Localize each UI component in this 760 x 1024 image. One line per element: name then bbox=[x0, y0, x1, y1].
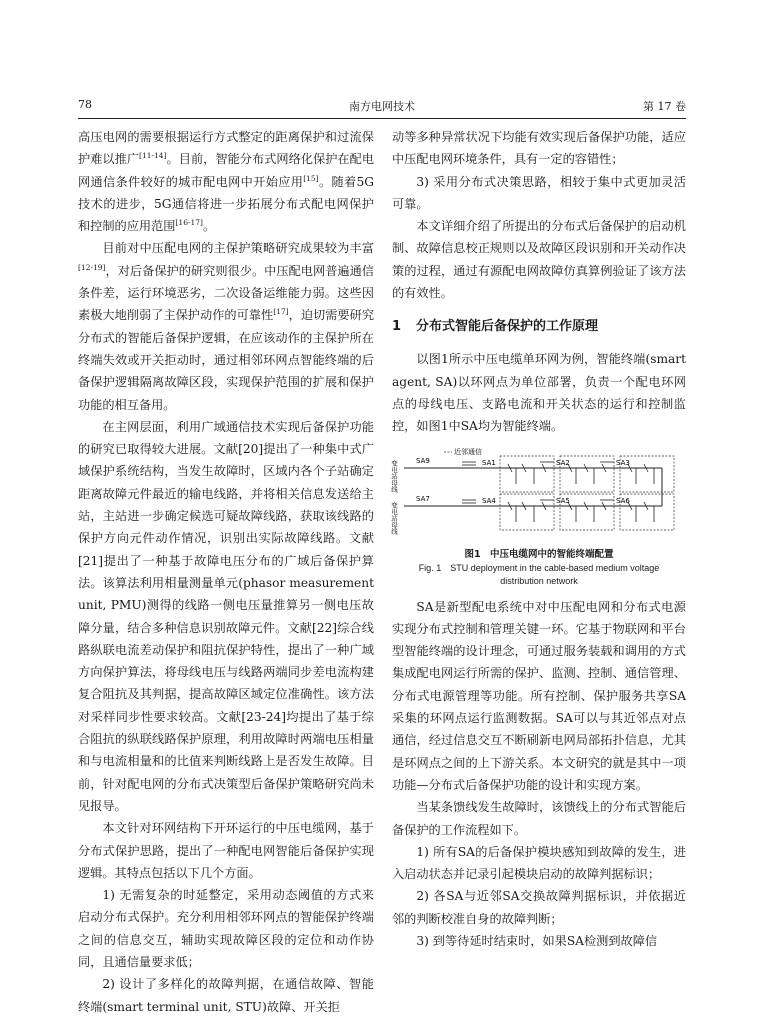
ring-node-box bbox=[500, 494, 554, 530]
right-column bbox=[392, 126, 686, 956]
agent-label: SA1 bbox=[482, 458, 496, 467]
paragraph bbox=[78, 126, 374, 237]
figure-caption-en-line: distribution network bbox=[500, 575, 578, 586]
list-item: 2) 设计了多样化的故障判据，在通信故障、智能终端(smart terminal unit, STU)故障、开关拒 bbox=[78, 977, 374, 1014]
citation: [12-19] bbox=[78, 262, 106, 272]
paragraph bbox=[78, 237, 374, 415]
network-diagram bbox=[392, 444, 686, 544]
citation: [11-14] bbox=[139, 151, 167, 161]
list-item: 3) 到等待延时结束时，如果SA检测到故障信 bbox=[416, 934, 658, 949]
paragraph: 本文详细介绍了所提出的分布式后备保护的启动机制、故障信息校正规则以及故障区段识别和开关动作决策的过程，通过有源配电网故障仿真算例验证了该方法的有效性。 bbox=[392, 219, 686, 301]
paragraph: SA是新型配电系统中对中压配电网和分布式电源实现分布式控制和管理关键一环。它基于物联网和平台型智能终端的设计理念，可通过服务装载和调用的方式集成配电网运行所需的保护、监测、控制、通信管理、分布式电源管理等功能。所有控制、保护服务共享SA采集的环网点运行监测数据。SA可以与其近邻点对点通信，经过信息交互不断刷新电网局部拓扑信息，尤其是环网点之间的上下游关系。本文研究的就是其中一项功能—分布式后备保护功能的设计和实现方案。 bbox=[392, 599, 686, 792]
page-header bbox=[78, 96, 686, 119]
figure-caption-en bbox=[392, 562, 686, 588]
substation-label-bottom: 变电站母线 bbox=[390, 501, 398, 535]
text-run: ，迫切需要研究分布式的智能后备保护逻辑，在应该动作的主保护所在终端失效或开关拒动时，通过相邻环网点智能终端的后备保护逻辑隔离故障区段，实现保护范围的扩展和保护功能的相互备用。 bbox=[78, 308, 375, 412]
switches bbox=[508, 464, 654, 522]
agent-label: SA5 bbox=[556, 496, 570, 505]
section-number: 1 bbox=[392, 319, 402, 335]
legend-text: 近邻通信 bbox=[454, 447, 482, 456]
paragraph: 以图1所示中压电缆单环网为例，智能终端(smart agent, SA)以环网点为单位部署，负责一个配电环网点的母线电压、支路电流和开关状态的运行和控制监控，如图1中SA均为智能终端。 bbox=[392, 352, 686, 434]
text-run: 目前对中压配电网的主保护策略研究成果较为丰富 bbox=[102, 241, 374, 256]
journal-name: 南方电网技术 bbox=[349, 100, 415, 113]
volume-label: 第 17 卷 bbox=[643, 100, 686, 113]
paragraph: 本文针对环网结构下开环运行的中压电缆网，基于分布式保护思路，提出了一种配电网智能后备保护实现逻辑。其特点包括以下几个方面。 bbox=[78, 821, 374, 880]
left-column bbox=[78, 126, 375, 1014]
agent-label: SA2 bbox=[556, 458, 570, 467]
agent-label: SA6 bbox=[616, 496, 630, 505]
section-heading bbox=[392, 315, 686, 339]
paragraph: 动等多种异常状况下均能有效实现后备保护功能，适应中压配电网环境条件，具有一定的容错性； bbox=[392, 130, 686, 167]
paragraph: 当某条馈线发生故障时，该馈线上的分布式智能后备保护的工作流程如下。 bbox=[392, 800, 686, 837]
text-run: 。目前，智能分布式网络化保护在配电网通信条件较好的城市配电网中开始应用 bbox=[78, 152, 375, 189]
list-item: 2) 各SA与近邻SA交换故障判据标识，并依据近邻的判断校准自身的故障判断； bbox=[392, 889, 686, 926]
text-run: 。 bbox=[202, 219, 216, 234]
citation: [16-17] bbox=[175, 218, 203, 228]
citation: [15] bbox=[303, 173, 319, 183]
paragraph: 在主网层面，利用广域通信技术实现后备保护功能的研究已取得较大进展。文献[20]提出了一种集中式广域保护系统结构，当发生故障时，区域内各个子站确定距离故障元件最近的输电线路，并将相关信息发送给主站，主站进一步确定候选可疑故障线路，获取该线路的保护方向元件动作情况，识别出实际故障线路。文献[21]提出了一种基于故障电压分布的广域后备保护算法。该算法利用相量测量单元(phasor measurement unit, PMU)测得的线路一侧电压量推算另一侧电压故障分量，结合多种信息识别故障元件。文献[22]综合线路纵联电流差动保护和阻抗保护特性，提出了一种广域方向保护算法，将母线电压与线路两端同步差电流构建复合阻抗及其判据，提高故障区域定位准确性。该方法对采样同步性要求较高。文献[23-24]均提出了基于综合阻抗的纵联线路保护原理，利用故障时两端电压相量和与电流相量和的比值来判断线路上是否发生故障。目前，针对配电网的分布式决策型后备保护策略研究尚未见报导。 bbox=[78, 419, 374, 813]
figure-caption-en-line: Fig. 1 STU deployment in the cable-based medium voltage bbox=[418, 562, 660, 573]
figure-caption-cn: 图1 中压电缆网中的智能终端配置 bbox=[464, 548, 614, 560]
agent-label: SA7 bbox=[416, 494, 430, 503]
list-item: 1) 无需复杂的时延整定，采用动态阈值的方式来启动分布式保护。充分利用相邻环网点的智能保护终端之间的信息交互，辅助实现故障区段的定位和动作协同，且通信量要求低； bbox=[78, 888, 374, 969]
page-number: 78 bbox=[78, 98, 92, 111]
section-title: 分布式智能后备保护的工作原理 bbox=[416, 319, 599, 335]
text-run: ，对后备保护的研究则很少。中压配电网普遍通信条件差，运行环境恶劣，二次设备运维能力弱。这些因素极大地削弱了主保护动作的可靠性 bbox=[78, 263, 374, 323]
agent-label: SA3 bbox=[616, 458, 630, 467]
text-run: 高压电网的需要根据运行方式整定的距离保护和过流保护难以推广 bbox=[78, 130, 374, 167]
ring-node-box bbox=[500, 456, 554, 492]
list-item: 1) 所有SA的后备保护模块感知到故障的发生，进入启动状态并记录引起模块启动的故障判据标识； bbox=[392, 844, 686, 882]
figure-1 bbox=[392, 444, 686, 544]
agent-label: SA4 bbox=[482, 496, 496, 505]
list-item: 3) 采用分布式决策思路，相较于集中式更加灵活可靠。 bbox=[392, 174, 686, 211]
agent-label: SA9 bbox=[416, 456, 430, 465]
substation-label-top: 变电站母线 bbox=[390, 459, 398, 493]
text-run: 。随着5G技术的进步，5G通信将进一步拓展分布式配电网保护和控制的应用范围 bbox=[78, 174, 374, 234]
citation: [17] bbox=[273, 307, 289, 317]
